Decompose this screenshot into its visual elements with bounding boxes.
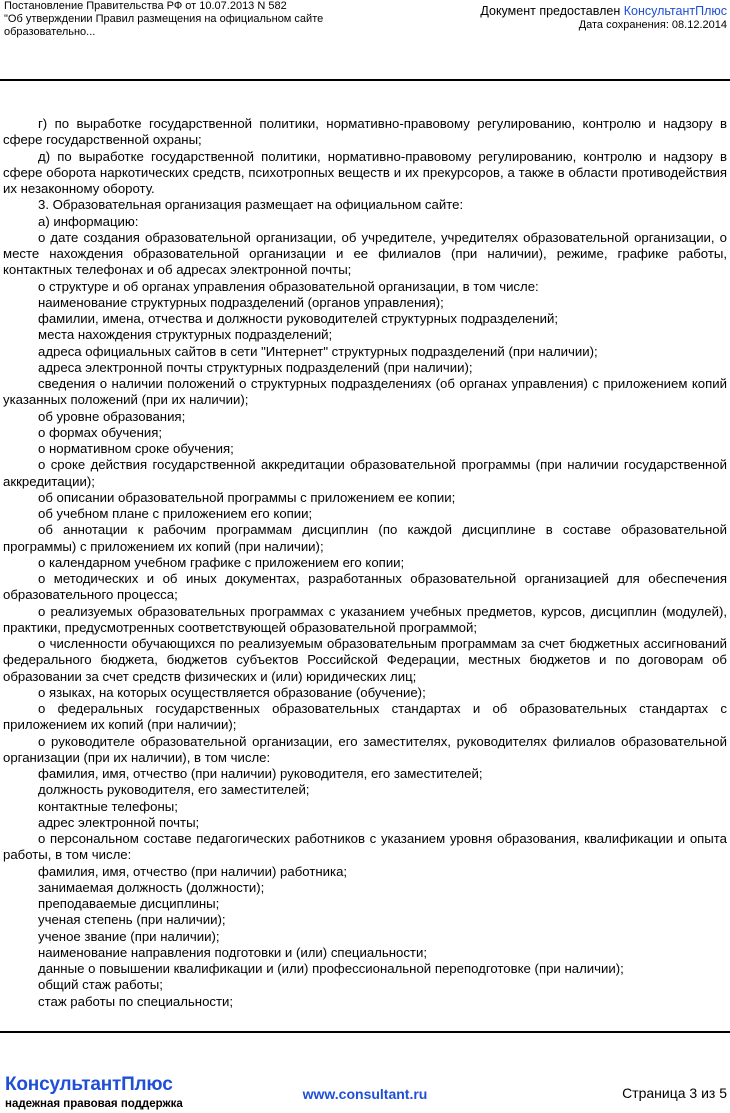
paragraph: данные о повышении квалификации и (или) профессиональной переподготовке (при наличии);	[38, 961, 624, 976]
paragraph: о формах обучения;	[38, 424, 163, 440]
paragraph: об описании образовательной программы с приложением ее копии;	[38, 489, 456, 505]
provided-by: Документ предоставлен КонсультантПлюс	[480, 4, 727, 18]
paragraph: адрес электронной почты;	[38, 814, 200, 830]
paragraph: адреса официальных сайтов в сети "Интернет" структурных подразделений (при наличии);	[38, 343, 598, 359]
header-divider	[0, 79, 730, 81]
saved-date: Дата сохранения: 08.12.2014	[578, 19, 727, 31]
paragraph: фамилия, имя, отчество (при наличии) руководителя, его заместителей;	[38, 766, 483, 781]
paragraph: о персональном составе педагогических работников с указанием уровня образования, квалификации и опыта работы, в том числе:	[3, 831, 727, 863]
header-line: образовательно...	[4, 26, 96, 38]
logo-name: КонсультантПлюс	[5, 1074, 173, 1095]
paragraph: о руководителе образовательной организации, его заместителях, руководителях филиалов образовательной организации (при их наличии), в том числе:	[3, 733, 727, 765]
paragraph: сведения о наличии положений о структурных подразделениях (об органах управления) с приложением копий указанных положений (при их наличии);	[3, 376, 727, 408]
paragraph: д) по выработке государственной политики, нормативно-правовому регулированию, контролю и надзору в сфере оборота наркотических средств, психотропных веществ и их прекурсоров, а также в области противодействия их незаконному обороту.	[3, 148, 727, 196]
header-line: "Об утверждении Правил размещения на официальном сайте	[4, 13, 324, 25]
footer-divider	[0, 1031, 730, 1033]
paragraph: о методических и об иных документах, разработанных образовательной организацией для обеспечения образовательного процесса;	[3, 571, 727, 603]
paragraph: об уровне образования;	[38, 408, 186, 424]
paragraph: ученая степень (при наличии);	[38, 912, 226, 928]
website-link[interactable]: www.consultant.ru	[302, 1086, 428, 1102]
paragraph: г) по выработке государственной политики, нормативно-правовому регулированию, контролю и надзору в сфере государственной охраны;	[3, 116, 727, 148]
document-title-header	[4, 0, 364, 39]
document-body	[3, 116, 727, 1010]
paragraph: занимаемая должность (должности);	[38, 879, 265, 895]
paragraph: о сроке действия государственной аккредитации образовательной программы (при наличии государственной аккредитации);	[3, 457, 727, 489]
paragraph: о календарном учебном графике с приложением его копии;	[38, 554, 405, 570]
provider-brand-link[interactable]: КонсультантПлюс	[623, 4, 727, 18]
page-number: Страница 3 из 5	[622, 1085, 727, 1101]
paragraph: о нормативном сроке обучения;	[38, 441, 234, 456]
paragraph: о реализуемых образовательных программах с указанием учебных предметов, курсов, дисциплин (модулей), практики, предусмотренных соответствующей образовательной программой;	[3, 603, 727, 635]
paragraph: 3. Образовательная организация размещает на официальном сайте:	[38, 197, 464, 213]
paragraph: фамилии, имена, отчества и должности руководителей структурных подразделений;	[38, 311, 559, 326]
paragraph: об аннотации к рабочим программам дисциплин (по каждой дисциплине в составе образовательной программы) с приложением их копий (при наличии);	[3, 522, 727, 554]
header-line: Постановление Правительства РФ от 10.07.2013 N 582	[4, 0, 287, 12]
paragraph: стаж работы по специальности;	[38, 993, 234, 1009]
paragraph: наименование направления подготовки и (или) специальности;	[38, 944, 428, 960]
logo-tagline: надежная правовая поддержка	[5, 1098, 183, 1110]
paragraph: о федеральных государственных образовательных стандартах и об образовательных стандартах с приложением их копий (при наличии);	[3, 701, 727, 733]
paragraph: ученое звание (при наличии);	[38, 928, 220, 944]
paragraph: о структуре и об органах управления образовательной организации, в том числе:	[38, 278, 539, 294]
paragraph: об учебном плане с приложением его копии;	[38, 506, 313, 521]
paragraph: преподаваемые дисциплины;	[38, 896, 220, 911]
paragraph: адреса электронной почты структурных подразделений (при наличии);	[38, 359, 473, 375]
paragraph: о численности обучающихся по реализуемым образовательным программам за счет бюджетных ассигнований федерального бюджета, бюджетов субъектов Российской Федерации, местных бюджетов и по договорам об образовании за счет средств физических и (или) юридических лиц;	[3, 636, 727, 684]
paragraph: общий стаж работы;	[38, 977, 163, 993]
paragraph: о языках, на которых осуществляется образование (обучение);	[38, 684, 426, 700]
paragraph: о дате создания образовательной организации, об учредителе, учредителях образовательной организации, о месте нахождения образовательной организации и ее филиалов (при наличии), режиме, графике работы, контактных телефонах и об адресах электронной почты;	[3, 229, 727, 278]
paragraph: наименование структурных подразделений (органов управления);	[38, 294, 444, 310]
provenance-header	[427, 4, 727, 32]
paragraph: должность руководителя, его заместителей;	[38, 782, 310, 798]
paragraph: фамилия, имя, отчество (при наличии) работника;	[38, 863, 348, 879]
paragraph: контактные телефоны;	[38, 798, 178, 814]
paragraph: места нахождения структурных подразделений;	[38, 327, 333, 343]
paragraph: а) информацию:	[38, 213, 139, 229]
